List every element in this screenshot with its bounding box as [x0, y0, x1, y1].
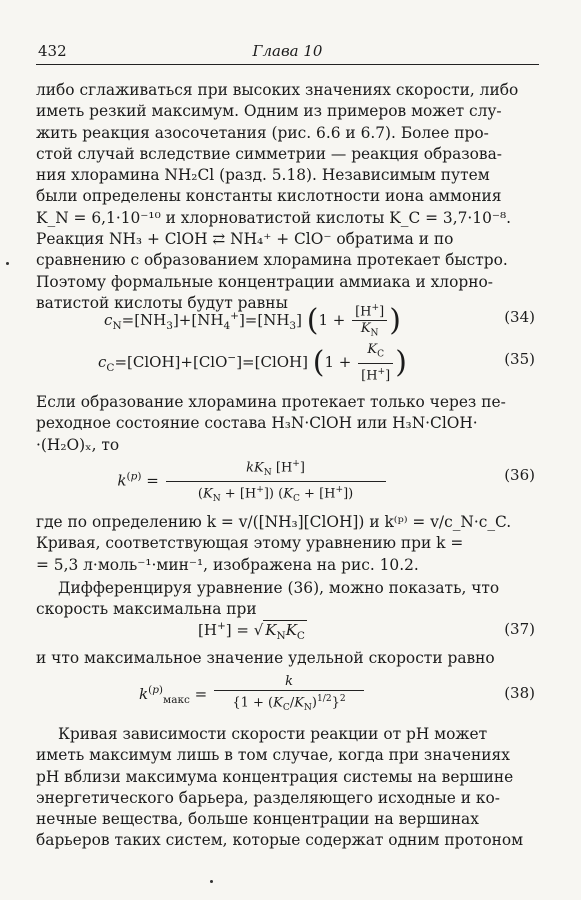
text-line: ния хлорамина NH₂Cl (разд. 5.18). Независимым путем — [36, 166, 490, 185]
equation-35 — [36, 342, 539, 384]
text-line: Поэтому формальные концентрации аммиака и хлорно- — [36, 272, 493, 291]
equation-36-body: $k^{(p)}$ = $\frac{kK_N [H^+]}{(K_N + [H^+]) (K_C + [H^+])}$ — [36, 456, 469, 507]
equation-38-body: $k^{(p)}_{макс}$ = $\frac{k}{\{1 + (K_C/K_N)^{1/2}\}^2}$ — [36, 674, 469, 716]
text-line: скорость максимальна при — [36, 600, 257, 619]
equation-35-body: $c_C=[ClOH]+[ClO^-]=[ClOH] (1$ + $\frac{K_C}{[H^+]}$ ) — [98, 342, 407, 383]
text-line: сравнению с образованием хлорамина протекает быстро. — [36, 251, 508, 270]
text-line: иметь резкий максимум. Одним из примеров может слу- — [36, 102, 502, 121]
text-line: Дифференцируя уравнение (36), можно показать, что — [58, 579, 500, 597]
equation-37-body: [H+] = √ $K_NK_C$ — [198, 620, 305, 642]
text-line: либо сглаживаться при высоких значениях скорости, либо — [36, 81, 519, 99]
text-line: и что максимальное значение удельной скорости равно — [36, 649, 495, 667]
equation-34-body: $c_N=[NH_3]+[NH_4^+]=[NH_3] (1$ + $\frac{[H^+]}{K_N}$ ) — [36, 300, 469, 342]
text-line: Кривая зависимости скорости реакции от pH может — [58, 725, 488, 743]
chapter-title: Глава 10 — [252, 42, 323, 60]
text-line: нечные вещества, больше концентрации на вершинах — [36, 810, 479, 829]
equation-number: (38) — [504, 684, 535, 702]
equation-number: (37) — [504, 620, 535, 638]
text-line: pH вблизи максимума концентрация системы на вершине — [36, 767, 514, 786]
text-line: K_N = 6,1·10⁻¹⁰ и хлорноватистой кислоты K_C = 3,7·10⁻⁸. — [36, 208, 512, 227]
paragraph-3 — [36, 512, 539, 576]
text-line: стой случай вследствие симметрии — реакция образова- — [36, 144, 502, 163]
equation-34 — [36, 300, 539, 340]
paragraph-1 — [36, 80, 539, 314]
text-line: энергетического барьера, разделяющего исходные и ко- — [36, 788, 500, 807]
scan-speck — [6, 262, 9, 265]
text-line: барьеров таких систем, которые содержат одним протоном — [36, 831, 524, 850]
text-line: жить реакция азосочетания (рис. 6.6 и 6.7). Более про- — [36, 123, 489, 142]
equation-37 — [36, 616, 539, 646]
equation-38 — [36, 674, 539, 720]
text-line: Кривая, соответствующая этому уравнению при k = — [36, 534, 464, 553]
text-line: = 5,3 л·моль⁻¹·мин⁻¹, изображена на рис. 10.2. — [36, 555, 419, 574]
page-header — [36, 40, 539, 65]
text-line: иметь максимум лишь в том случае, когда при значениях — [36, 746, 510, 765]
text-line: ·(H₂O)ₓ, то — [36, 435, 120, 454]
text-line: реходное состояние состава H₃N·ClOH или H₃N·ClOH· — [36, 414, 478, 433]
paragraph-2 — [36, 392, 539, 456]
text-line: были определены константы кислотности иона аммония — [36, 187, 502, 206]
text-line: ватистой кислоты будут равны — [36, 293, 288, 312]
equation-36 — [36, 456, 539, 504]
scan-speck — [210, 880, 213, 883]
text-line: Реакция NH₃ + ClOH ⇄ NH₄⁺ + ClO⁻ обратима и по — [36, 230, 454, 249]
equation-number: (36) — [504, 466, 535, 484]
paragraph-4 — [36, 578, 539, 621]
page-number: 432 — [38, 42, 67, 60]
equation-number: (34) — [504, 308, 535, 326]
paragraph-5 — [36, 648, 539, 669]
equation-number: (35) — [504, 350, 535, 368]
text-line: Если образование хлорамина протекает только через пе- — [36, 393, 506, 411]
paragraph-6 — [36, 724, 539, 852]
text-line: где по определению k = v/([NH₃][ClOH]) и k⁽ᵖ⁾ = v/c_N·c_C. — [36, 513, 512, 531]
